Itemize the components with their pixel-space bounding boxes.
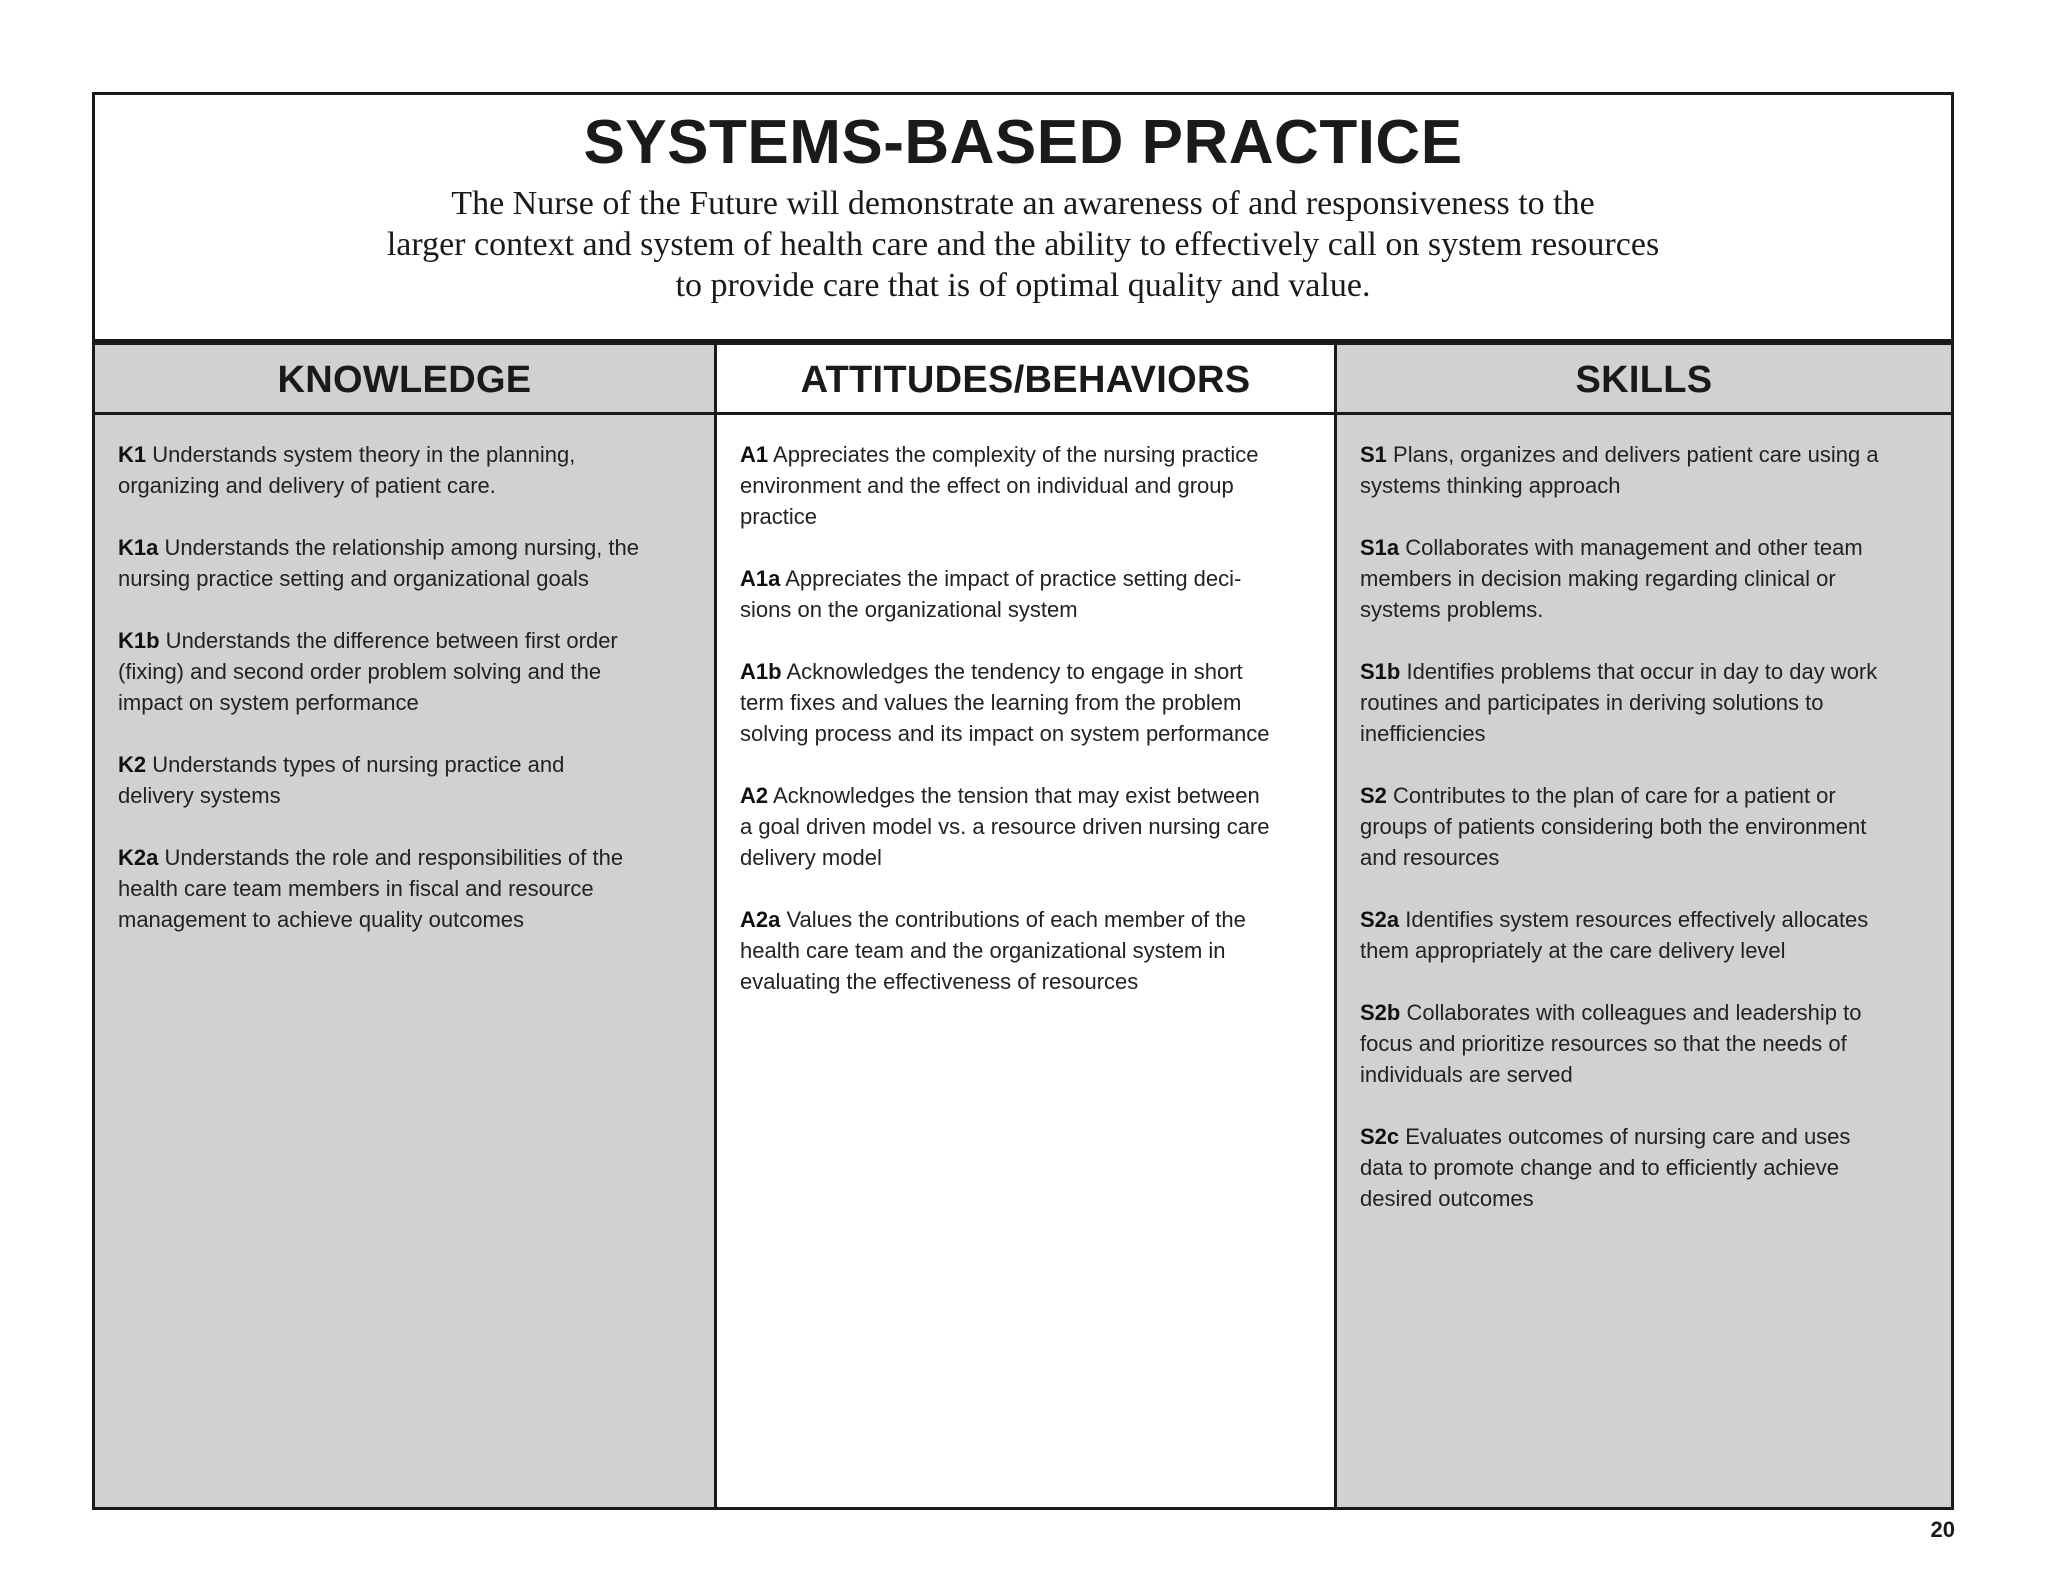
item-code: S2b: [1360, 1000, 1401, 1025]
attitudes-heading: ATTITUDES/BEHAVIORS: [717, 345, 1334, 415]
item-text: Acknowledges the tension that may exist between: [768, 783, 1260, 808]
item-code: S2a: [1360, 907, 1400, 932]
competency-columns: [95, 345, 1951, 1507]
knowledge-item: [118, 532, 678, 594]
skills-heading: SKILLS: [1337, 345, 1951, 415]
item-line: delivery systems: [118, 783, 281, 808]
item-line: [118, 842, 678, 873]
item-line: [1360, 439, 1920, 470]
item-text: Understands the role and responsibilities of the: [158, 845, 624, 870]
item-text: Appreciates the complexity of the nursing practice: [768, 442, 1259, 467]
item-line: a goal driven model vs. a resource driven nursing care: [740, 814, 1270, 839]
item-line: [740, 656, 1300, 687]
item-text: Identifies system resources effectively allocates: [1399, 907, 1869, 932]
item-text: Understands types of nursing practice and: [146, 752, 565, 777]
item-line: [118, 439, 678, 470]
item-line: desired outcomes: [1360, 1186, 1534, 1211]
item-code: K1b: [118, 628, 160, 653]
skills-item: [1360, 532, 1920, 625]
item-line: nursing practice setting and organizational goals: [118, 566, 589, 591]
item-text: Contributes to the plan of care for a patient or: [1386, 783, 1836, 808]
item-line: focus and prioritize resources so that the needs of: [1360, 1031, 1847, 1056]
item-text: Acknowledges the tendency to engage in short: [781, 659, 1243, 684]
item-line: [740, 439, 1300, 470]
item-code: A1: [740, 442, 769, 467]
item-line: environment and the effect on individual and group: [740, 473, 1234, 498]
item-line: term fixes and values the learning from the problem: [740, 690, 1242, 715]
knowledge-heading: KNOWLEDGE: [95, 345, 714, 415]
attitudes-item: [740, 439, 1300, 532]
skills-item: [1360, 439, 1920, 501]
item-text: Collaborates with management and other team: [1399, 535, 1863, 560]
item-line: [118, 532, 678, 563]
item-text: Appreciates the impact of practice setting deci-: [780, 566, 1242, 591]
item-code: K2: [118, 752, 147, 777]
item-text: Identifies problems that occur in day to day work: [1400, 659, 1878, 684]
subtitle-line: The Nurse of the Future will demonstrate an awareness of and responsiveness to the: [451, 185, 1595, 223]
attitudes-item: [740, 780, 1300, 873]
item-text: Understands system theory in the planning,: [146, 442, 576, 467]
page-number: 20: [1930, 1517, 1955, 1542]
item-line: impact on system performance: [118, 690, 419, 715]
item-code: K1: [118, 442, 147, 467]
skills-item: [1360, 904, 1920, 966]
item-line: [740, 780, 1300, 811]
subtitle-line: to provide care that is of optimal quality and value.: [675, 267, 1371, 305]
skills-item: [1360, 997, 1920, 1090]
attitudes-item: [740, 563, 1300, 625]
item-line: systems problems.: [1360, 597, 1544, 622]
item-line: systems thinking approach: [1360, 473, 1621, 498]
subtitle-line: larger context and system of health care and the ability to effectively call on system resources: [386, 226, 1660, 264]
item-text: Understands the difference between first order: [159, 628, 618, 653]
item-line: solving process and its impact on system performance: [740, 721, 1270, 746]
item-line: data to promote change and to efficiently achieve: [1360, 1155, 1840, 1180]
knowledge-column: [95, 345, 714, 1507]
page-header: [95, 95, 1951, 345]
knowledge-item: [118, 749, 678, 811]
item-line: [740, 563, 1300, 594]
item-line: them appropriately at the care delivery level: [1360, 938, 1786, 963]
item-line: [1360, 532, 1920, 563]
item-code: K2a: [118, 845, 159, 870]
item-code: S1b: [1360, 659, 1401, 684]
skills-item: [1360, 656, 1920, 749]
item-code: A2a: [740, 907, 781, 932]
item-line: health care team members in fiscal and resource: [118, 876, 594, 901]
page-subtitle: [323, 183, 1723, 306]
item-line: [1360, 904, 1920, 935]
item-line: (fixing) and second order problem solving and the: [118, 659, 602, 684]
item-line: [1360, 997, 1920, 1028]
knowledge-item: [118, 625, 678, 718]
item-code: S1: [1360, 442, 1387, 467]
item-code: A2: [740, 783, 769, 808]
item-line: [118, 749, 678, 780]
page-title: SYSTEMS-BASED PRACTICE: [583, 108, 1463, 177]
item-line: inefficiencies: [1360, 721, 1486, 746]
item-code: A1b: [740, 659, 782, 684]
item-code: A1a: [740, 566, 781, 591]
item-line: members in decision making regarding clinical or: [1360, 566, 1836, 591]
item-line: management to achieve quality outcomes: [118, 907, 525, 932]
item-text: Collaborates with colleagues and leadership to: [1400, 1000, 1862, 1025]
item-line: [1360, 1121, 1920, 1152]
item-line: evaluating the effectiveness of resources: [740, 969, 1139, 994]
item-code: K1a: [118, 535, 159, 560]
item-line: organizing and delivery of patient care.: [118, 473, 496, 498]
item-line: sions on the organizational system: [740, 597, 1078, 622]
attitudes-item: [740, 656, 1300, 749]
attitudes-item: [740, 904, 1300, 997]
competency-frame: [92, 92, 1954, 1510]
skills-column: [1337, 345, 1951, 1507]
item-line: practice: [740, 504, 818, 529]
knowledge-item: [118, 842, 678, 935]
item-code: S2: [1360, 783, 1387, 808]
item-line: [740, 904, 1300, 935]
item-text: Evaluates outcomes of nursing care and uses: [1399, 1124, 1851, 1149]
item-line: [1360, 656, 1920, 687]
item-line: [118, 625, 678, 656]
item-line: routines and participates in deriving solutions to: [1360, 690, 1824, 715]
skills-item: [1360, 780, 1920, 873]
item-text: Values the contributions of each member of the: [780, 907, 1246, 932]
item-line: groups of patients considering both the environment: [1360, 814, 1867, 839]
item-line: delivery model: [740, 845, 882, 870]
item-line: [1360, 780, 1920, 811]
item-line: and resources: [1360, 845, 1500, 870]
skills-item: [1360, 1121, 1920, 1214]
item-line: individuals are served: [1360, 1062, 1573, 1087]
item-line: health care team and the organizational system in: [740, 938, 1226, 963]
item-text: Plans, organizes and delivers patient care using a: [1386, 442, 1879, 467]
item-text: Understands the relationship among nursing, the: [158, 535, 639, 560]
item-code: S2c: [1360, 1124, 1400, 1149]
attitudes-column: [714, 345, 1337, 1507]
item-code: S1a: [1360, 535, 1400, 560]
knowledge-item: [118, 439, 678, 501]
